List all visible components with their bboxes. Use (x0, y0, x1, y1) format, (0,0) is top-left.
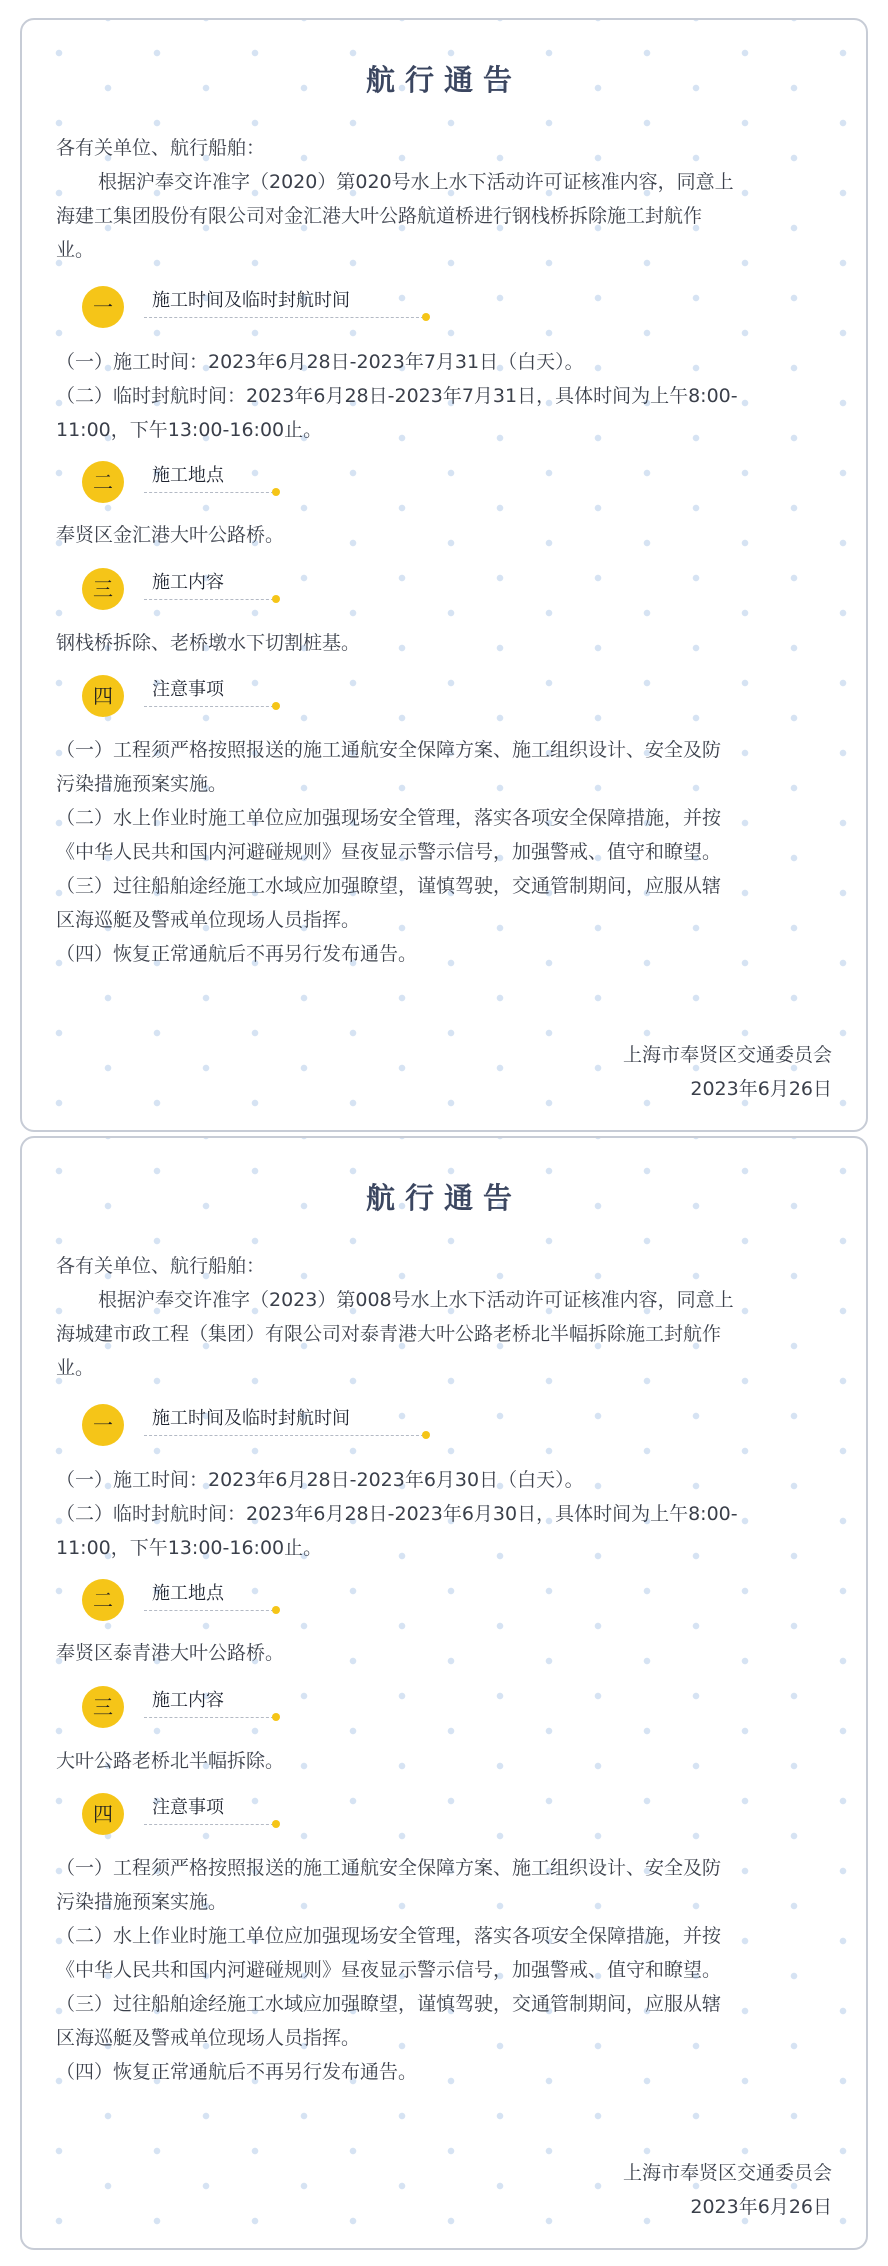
section-underline (144, 1610, 274, 1611)
section-title: 施工内容 (152, 572, 224, 593)
section-underline (144, 1717, 274, 1718)
intro-line: 业。 (56, 239, 95, 261)
section-number-badge: 四 (82, 1793, 124, 1835)
section-number-badge: 四 (82, 675, 124, 717)
section-dot-icon (272, 1713, 280, 1721)
section-line: 11:00，下午13:00-16:00止。 (56, 419, 323, 441)
section-dot-icon (272, 488, 280, 496)
section-underline (144, 1435, 424, 1436)
section-number-badge: 一 (82, 1404, 124, 1446)
intro-line: 根据沪奉交许准字（2020）第020号水上水下活动许可证核准内容，同意上 (98, 171, 734, 193)
notice-card (20, 18, 868, 1132)
section-title: 施工内容 (152, 1690, 224, 1711)
section-line: 11:00，下午13:00-16:00止。 (56, 1537, 323, 1559)
section-line: 污染措施预案实施。 (56, 1891, 228, 1913)
section-title: 施工地点 (152, 465, 224, 486)
section-dot-icon (422, 313, 430, 321)
intro-line: 业。 (56, 1357, 95, 1379)
issue-date: 2023年6月26日 (690, 1078, 832, 1100)
section-dot-icon (422, 1431, 430, 1439)
section-underline (144, 317, 424, 318)
intro-line: 海建工集团股份有限公司对金汇港大叶公路航道桥进行钢栈桥拆除施工封航作 (56, 205, 703, 227)
salutation: 各有关单位、航行船舶： (56, 137, 266, 159)
section-line: （三）过往船舶途经施工水域应加强瞭望，谨慎驾驶，交通管制期间，应服从辖 (56, 1993, 722, 2015)
section-line: 钢栈桥拆除、老桥墩水下切割桩基。 (56, 632, 361, 654)
section-line: （一）工程须严格按照报送的施工通航安全保障方案、施工组织设计、安全及防 (56, 739, 722, 761)
section-underline (144, 1824, 274, 1825)
section-line: 区海巡艇及警戒单位现场人员指挥。 (56, 2027, 361, 2049)
salutation: 各有关单位、航行船舶： (56, 1255, 266, 1277)
section-line: 大叶公路老桥北半幅拆除。 (56, 1750, 285, 1772)
section-line: 奉贤区金汇港大叶公路桥。 (56, 524, 285, 546)
section-number-badge: 三 (82, 1686, 124, 1728)
section-line: （二）临时封航时间：2023年6月28日-2023年6月30日，具体时间为上午8:00- (56, 1503, 738, 1525)
section-title: 施工时间及临时封航时间 (152, 290, 350, 311)
notice-card (20, 1136, 868, 2250)
section-line: （一）工程须严格按照报送的施工通航安全保障方案、施工组织设计、安全及防 (56, 1857, 722, 1879)
section-title: 注意事项 (152, 679, 224, 700)
issue-date: 2023年6月26日 (690, 2196, 832, 2218)
section-title: 施工地点 (152, 1583, 224, 1604)
section-underline (144, 492, 274, 493)
section-dot-icon (272, 702, 280, 710)
section-dot-icon (272, 1820, 280, 1828)
section-line: （二）水上作业时施工单位应加强现场安全管理，落实各项安全保障措施，并按 (56, 1925, 722, 1947)
notice-title: 航行通告 (365, 63, 522, 97)
section-dot-icon (272, 1606, 280, 1614)
section-number-badge: 二 (82, 1579, 124, 1621)
section-dot-icon (272, 595, 280, 603)
issuer-signature: 上海市奉贤区交通委员会 (622, 1044, 832, 1066)
section-line: 《中华人民共和国内河避碰规则》昼夜显示警示信号，加强警戒、值守和瞭望。 (56, 1959, 722, 1981)
intro-line: 根据沪奉交许准字（2023）第008号水上水下活动许可证核准内容，同意上 (98, 1289, 734, 1311)
section-line: 《中华人民共和国内河避碰规则》昼夜显示警示信号，加强警戒、值守和瞭望。 (56, 841, 722, 863)
section-number-badge: 一 (82, 286, 124, 328)
section-line: 区海巡艇及警戒单位现场人员指挥。 (56, 909, 361, 931)
section-number-badge: 三 (82, 568, 124, 610)
section-line: （一）施工时间：2023年6月28日-2023年6月30日（白天）。 (56, 1469, 584, 1491)
section-title: 施工时间及临时封航时间 (152, 1408, 350, 1429)
section-line: （二）临时封航时间：2023年6月28日-2023年7月31日，具体时间为上午8:00- (56, 385, 738, 407)
section-line: （四）恢复正常通航后不再另行发布通告。 (56, 2061, 418, 2083)
section-title: 注意事项 (152, 1797, 224, 1818)
section-line: 奉贤区泰青港大叶公路桥。 (56, 1642, 285, 1664)
notice-title: 航行通告 (365, 1181, 522, 1215)
section-line: 污染措施预案实施。 (56, 773, 228, 795)
section-underline (144, 599, 274, 600)
issuer-signature: 上海市奉贤区交通委员会 (622, 2162, 832, 2184)
intro-line: 海城建市政工程（集团）有限公司对泰青港大叶公路老桥北半幅拆除施工封航作 (56, 1323, 722, 1345)
section-number-badge: 二 (82, 461, 124, 503)
section-line: （二）水上作业时施工单位应加强现场安全管理，落实各项安全保障措施，并按 (56, 807, 722, 829)
section-line: （四）恢复正常通航后不再另行发布通告。 (56, 943, 418, 965)
section-line: （一）施工时间：2023年6月28日-2023年7月31日（白天）。 (56, 351, 584, 373)
section-line: （三）过往船舶途经施工水域应加强瞭望，谨慎驾驶，交通管制期间，应服从辖 (56, 875, 722, 897)
section-underline (144, 706, 274, 707)
